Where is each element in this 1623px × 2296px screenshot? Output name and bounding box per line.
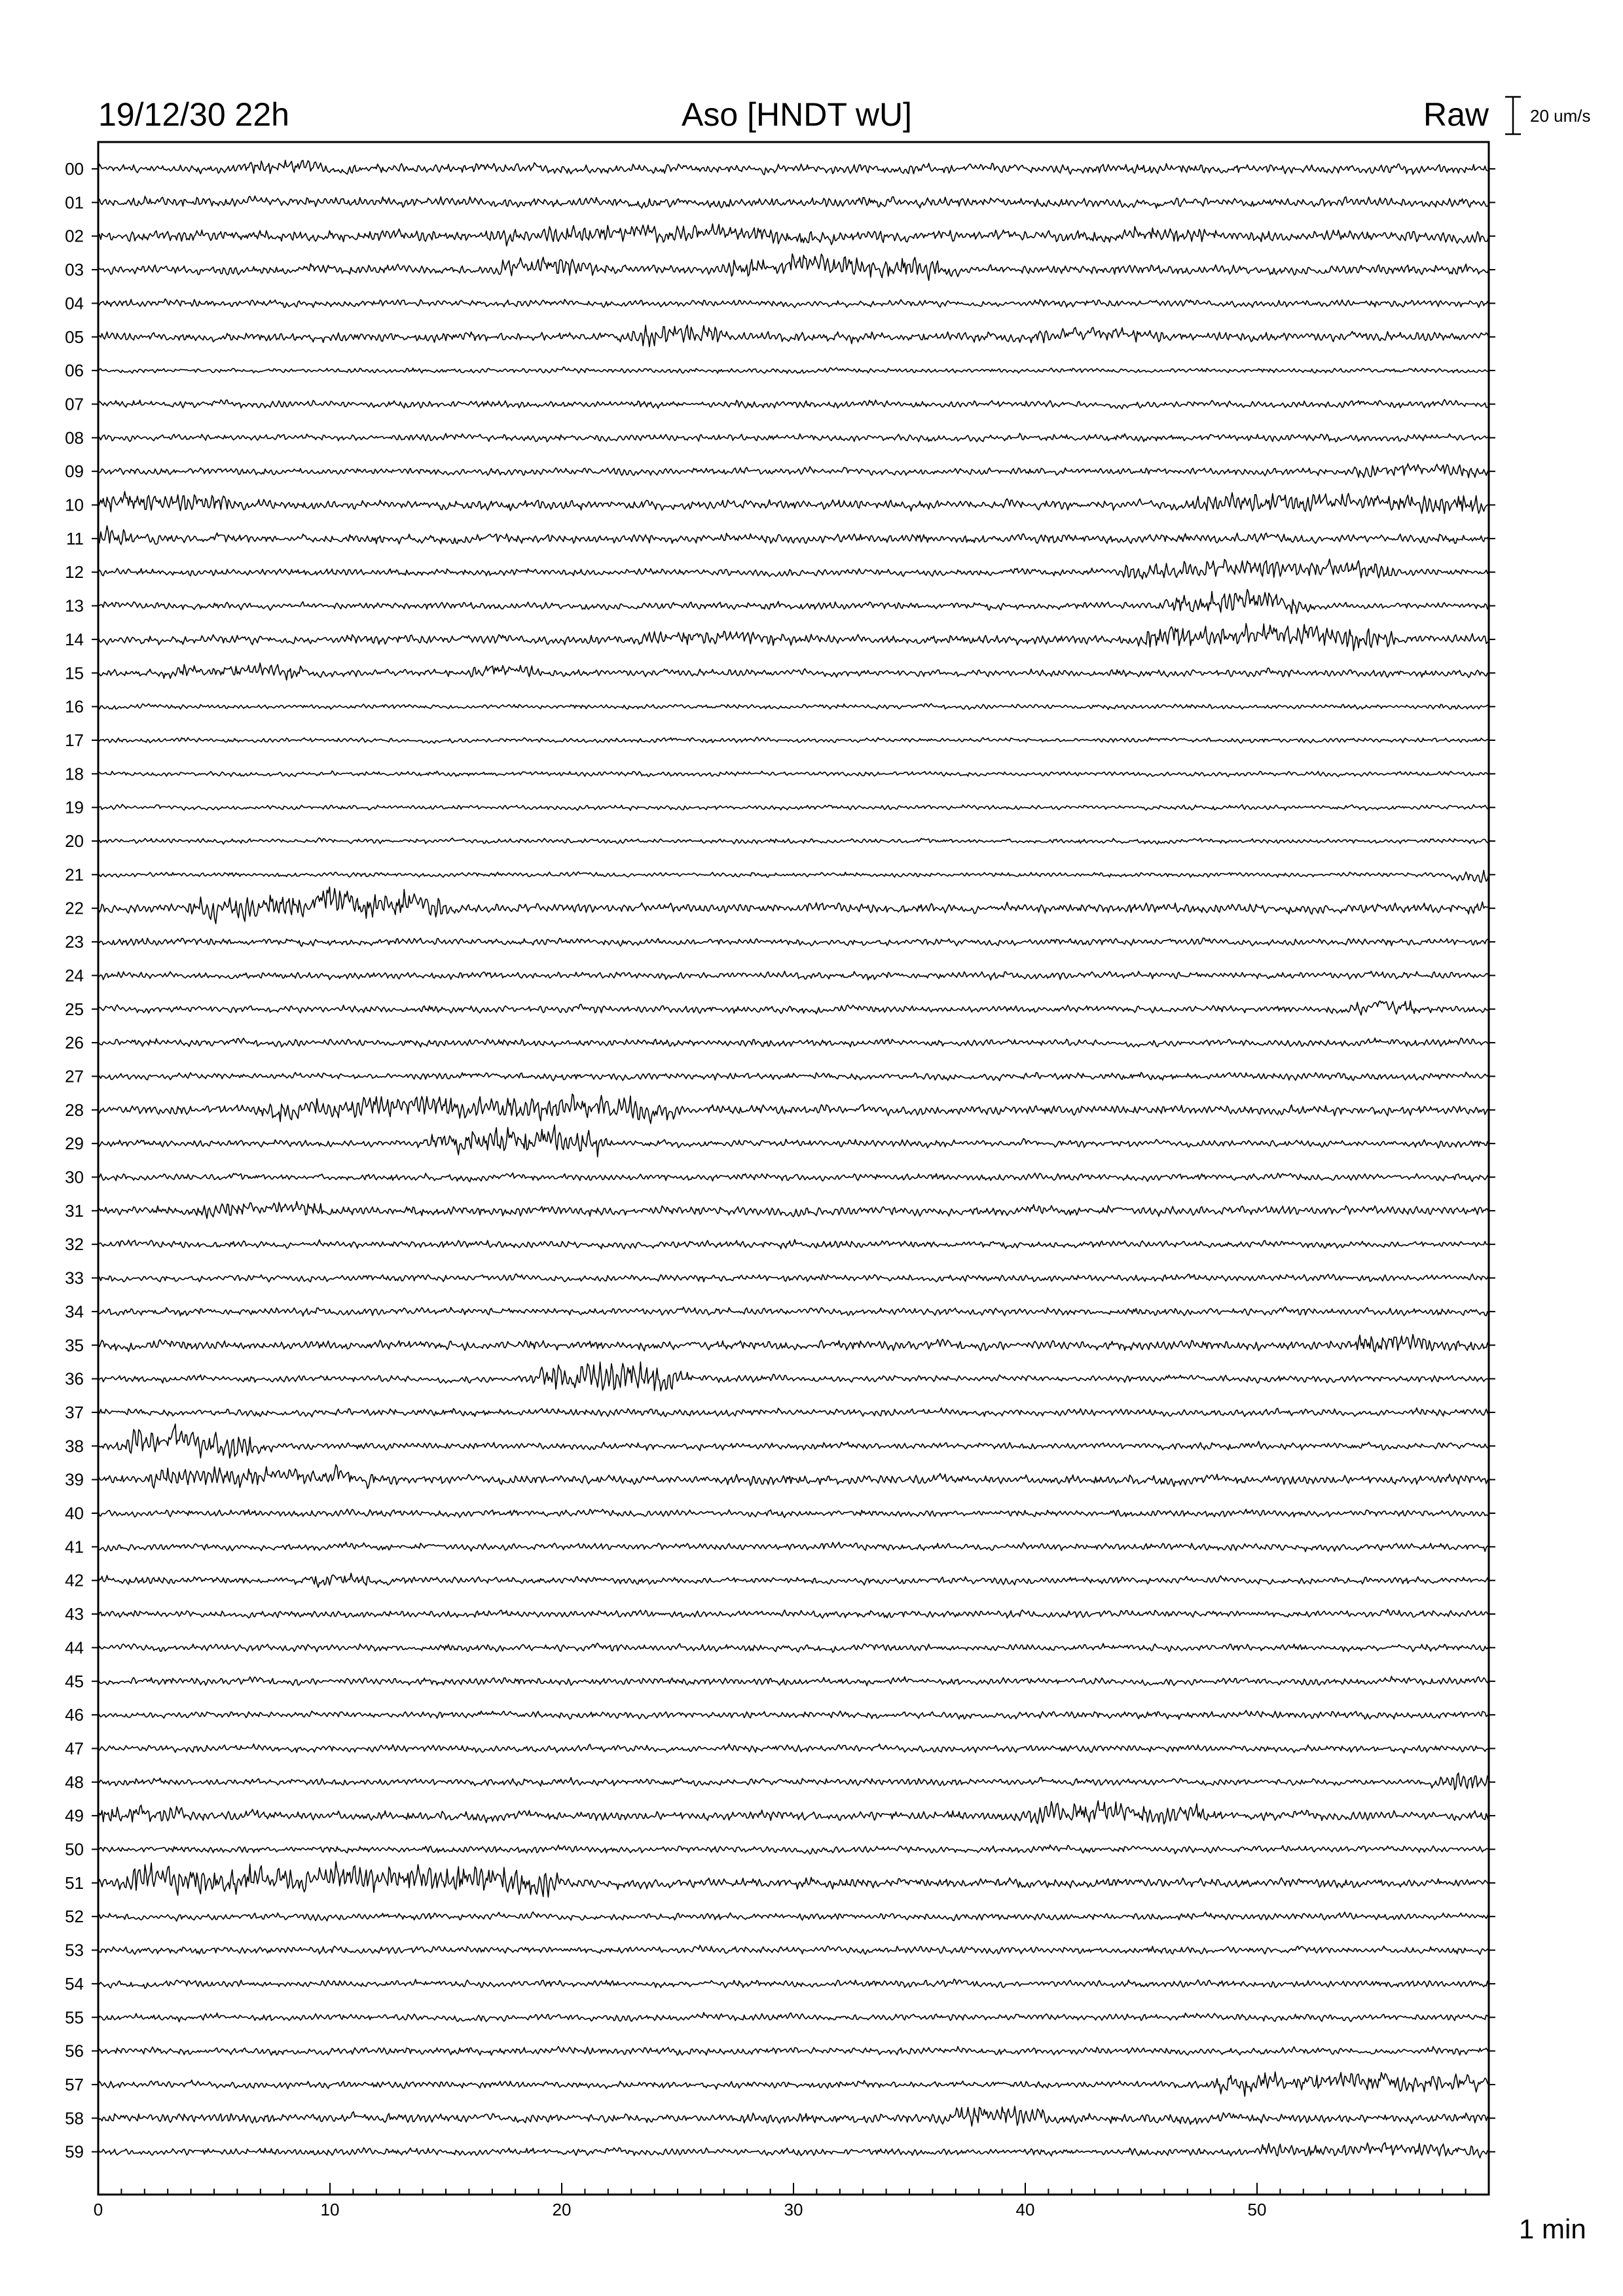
row-label-07: 07 bbox=[65, 394, 84, 414]
row-label-24: 24 bbox=[65, 965, 84, 986]
trace-row-14 bbox=[98, 624, 1489, 651]
x-tick-label-20: 20 bbox=[552, 2200, 572, 2219]
row-label-11: 11 bbox=[66, 528, 84, 548]
row-label-00: 00 bbox=[65, 159, 84, 179]
row-label-39: 39 bbox=[65, 1469, 84, 1490]
date-hour-title: 19/12/30 22h bbox=[98, 96, 289, 133]
row-label-56: 56 bbox=[65, 2041, 84, 2061]
trace-row-58 bbox=[98, 2106, 1489, 2126]
x-tick-label-10: 10 bbox=[320, 2200, 340, 2219]
row-label-33: 33 bbox=[65, 1268, 84, 1288]
row-label-28: 28 bbox=[65, 1100, 84, 1120]
trace-row-16 bbox=[98, 704, 1489, 709]
row-label-41: 41 bbox=[65, 1537, 84, 1557]
x-tick-label-50: 50 bbox=[1247, 2200, 1267, 2219]
row-label-08: 08 bbox=[65, 427, 84, 448]
trace-row-32 bbox=[98, 1240, 1489, 1249]
trace-row-23 bbox=[98, 938, 1489, 946]
row-label-01: 01 bbox=[65, 192, 84, 213]
row-label-55: 55 bbox=[65, 2007, 84, 2028]
trace-row-49 bbox=[98, 1801, 1489, 1824]
row-label-26: 26 bbox=[65, 1033, 84, 1053]
row-label-42: 42 bbox=[65, 1570, 84, 1590]
trace-row-08 bbox=[98, 433, 1489, 442]
row-label-35: 35 bbox=[65, 1335, 84, 1355]
row-label-06: 06 bbox=[65, 361, 84, 381]
row-label-14: 14 bbox=[65, 629, 84, 649]
trace-row-25 bbox=[98, 1001, 1489, 1015]
trace-row-10 bbox=[98, 492, 1489, 514]
row-label-49: 49 bbox=[65, 1806, 84, 1826]
row-label-53: 53 bbox=[65, 1940, 84, 1960]
row-label-18: 18 bbox=[65, 764, 84, 784]
trace-row-09 bbox=[98, 463, 1489, 477]
trace-row-15 bbox=[98, 663, 1489, 680]
trace-row-45 bbox=[98, 1676, 1489, 1686]
row-label-23: 23 bbox=[65, 932, 84, 952]
amplitude-scale-bar bbox=[1505, 97, 1521, 134]
row-label-45: 45 bbox=[65, 1671, 84, 1691]
row-label-17: 17 bbox=[65, 730, 84, 750]
row-label-48: 48 bbox=[65, 1772, 84, 1792]
trace-row-06 bbox=[98, 367, 1489, 374]
trace-group bbox=[98, 160, 1489, 2158]
trace-row-53 bbox=[98, 1945, 1489, 1954]
row-label-50: 50 bbox=[65, 1839, 84, 1859]
trace-row-51 bbox=[98, 1861, 1489, 1897]
trace-row-36 bbox=[98, 1362, 1489, 1391]
trace-row-31 bbox=[98, 1202, 1489, 1219]
row-label-25: 25 bbox=[65, 999, 84, 1019]
row-label-22: 22 bbox=[65, 898, 84, 918]
x-tick-label-40: 40 bbox=[1015, 2200, 1035, 2219]
row-label-52: 52 bbox=[65, 1907, 84, 1927]
row-label-36: 36 bbox=[65, 1369, 84, 1389]
x-tick-label-0: 0 bbox=[93, 2200, 103, 2219]
row-label-13: 13 bbox=[65, 596, 84, 616]
row-label-58: 58 bbox=[65, 2108, 84, 2128]
row-label-43: 43 bbox=[65, 1604, 84, 1624]
raw-label: Raw bbox=[1423, 96, 1489, 133]
trace-row-56 bbox=[98, 2047, 1489, 2056]
trace-row-38 bbox=[98, 1424, 1489, 1458]
trace-row-30 bbox=[98, 1173, 1489, 1182]
row-label-37: 37 bbox=[65, 1402, 84, 1422]
trace-row-04 bbox=[98, 299, 1489, 308]
trace-row-33 bbox=[98, 1274, 1489, 1282]
row-label-32: 32 bbox=[65, 1234, 84, 1255]
row-label-57: 57 bbox=[65, 2074, 84, 2094]
station-title: Aso [HNDT wU] bbox=[682, 96, 912, 133]
trace-row-01 bbox=[98, 196, 1489, 208]
plot-frame bbox=[98, 142, 1489, 2195]
trace-row-35 bbox=[98, 1335, 1489, 1352]
row-label-10: 10 bbox=[65, 495, 84, 515]
trace-row-02 bbox=[98, 224, 1489, 246]
row-label-27: 27 bbox=[65, 1066, 84, 1086]
row-label-47: 47 bbox=[65, 1738, 84, 1759]
row-label-31: 31 bbox=[65, 1200, 84, 1221]
row-label-46: 46 bbox=[65, 1705, 84, 1725]
trace-row-55 bbox=[98, 2013, 1489, 2022]
row-label-21: 21 bbox=[65, 865, 84, 885]
trace-row-43 bbox=[98, 1609, 1489, 1619]
trace-row-20 bbox=[98, 838, 1489, 844]
trace-row-41 bbox=[98, 1542, 1489, 1552]
row-label-51: 51 bbox=[65, 1873, 84, 1893]
row-label-02: 02 bbox=[65, 226, 84, 246]
trace-row-03 bbox=[98, 254, 1489, 281]
trace-row-24 bbox=[98, 971, 1489, 980]
trace-row-05 bbox=[98, 325, 1489, 347]
scale-bar-label: 20 um/s bbox=[1530, 106, 1591, 126]
x-axis bbox=[94, 2183, 1489, 2219]
row-label-30: 30 bbox=[65, 1167, 84, 1187]
trace-row-34 bbox=[98, 1307, 1489, 1316]
trace-row-52 bbox=[98, 1912, 1489, 1921]
row-label-12: 12 bbox=[65, 562, 84, 583]
row-label-04: 04 bbox=[65, 293, 84, 314]
trace-row-12 bbox=[98, 559, 1489, 579]
trace-row-39 bbox=[98, 1465, 1489, 1488]
row-label-29: 29 bbox=[65, 1134, 84, 1154]
trace-row-18 bbox=[98, 771, 1489, 777]
trace-row-29 bbox=[98, 1125, 1489, 1157]
trace-row-59 bbox=[98, 2143, 1489, 2158]
trace-row-26 bbox=[98, 1038, 1489, 1047]
trace-row-48 bbox=[98, 1773, 1489, 1790]
trace-row-54 bbox=[98, 1979, 1489, 1988]
trace-row-28 bbox=[98, 1094, 1489, 1124]
trace-row-21 bbox=[98, 870, 1489, 883]
row-label-09: 09 bbox=[65, 461, 84, 482]
trace-row-44 bbox=[98, 1643, 1489, 1652]
trace-row-22 bbox=[98, 887, 1489, 924]
row-label-15: 15 bbox=[65, 663, 84, 683]
row-label-03: 03 bbox=[65, 260, 84, 280]
trace-row-07 bbox=[98, 399, 1489, 408]
row-label-34: 34 bbox=[65, 1301, 84, 1321]
row-label-38: 38 bbox=[65, 1436, 84, 1456]
trace-row-40 bbox=[98, 1509, 1489, 1518]
x-tick-label-30: 30 bbox=[784, 2200, 803, 2219]
trace-row-46 bbox=[98, 1710, 1489, 1719]
row-label-16: 16 bbox=[65, 696, 84, 717]
trace-row-17 bbox=[98, 737, 1489, 743]
trace-row-47 bbox=[98, 1744, 1489, 1753]
trace-row-57 bbox=[98, 2072, 1489, 2096]
row-label-20: 20 bbox=[65, 831, 84, 851]
trace-row-00 bbox=[98, 160, 1489, 175]
row-label-19: 19 bbox=[65, 797, 84, 817]
row-label-40: 40 bbox=[65, 1503, 84, 1523]
trace-row-42 bbox=[98, 1573, 1489, 1588]
row-label-44: 44 bbox=[65, 1638, 84, 1658]
trace-row-27 bbox=[98, 1072, 1489, 1081]
trace-row-19 bbox=[98, 804, 1489, 810]
trace-row-50 bbox=[98, 1845, 1489, 1854]
trace-row-37 bbox=[98, 1408, 1489, 1417]
row-label-05: 05 bbox=[65, 327, 84, 347]
row-label-59: 59 bbox=[65, 2142, 84, 2162]
row-label-group bbox=[65, 159, 1495, 2162]
x-axis-unit-label: 1 min bbox=[1519, 2214, 1586, 2244]
trace-row-11 bbox=[98, 526, 1489, 545]
row-label-54: 54 bbox=[65, 1973, 84, 1994]
trace-row-13 bbox=[98, 590, 1489, 614]
